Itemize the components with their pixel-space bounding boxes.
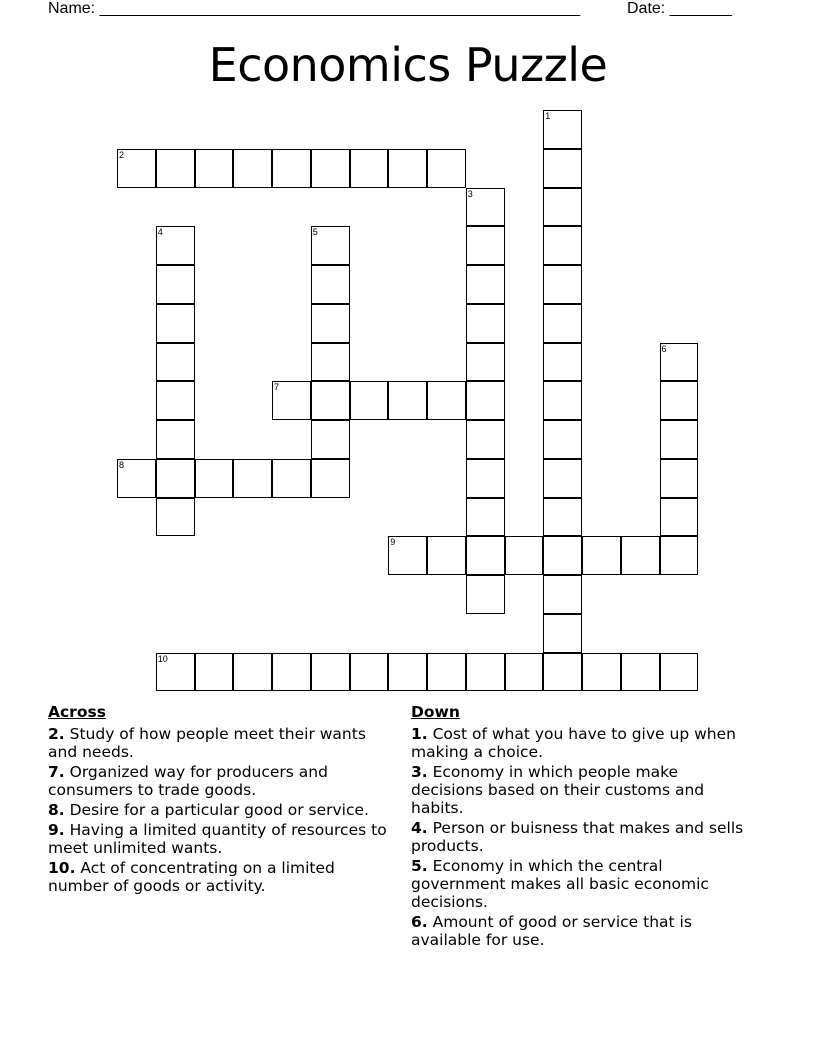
crossword-cell[interactable] (582, 536, 621, 575)
clue-number: 5 (312, 227, 318, 238)
clue-number: 5. (411, 857, 428, 875)
crossword-cell[interactable] (388, 381, 427, 420)
crossword-cell[interactable] (466, 575, 505, 614)
crossword-cell[interactable] (466, 420, 505, 459)
clue-text: Act of concentrating on a limited number of goods or activity. (48, 859, 335, 895)
crossword-cell[interactable] (543, 575, 582, 614)
clue-number: 1. (411, 725, 428, 743)
down-clue (411, 857, 751, 911)
clue-number: 7 (274, 382, 280, 393)
crossword-cell[interactable] (388, 653, 427, 692)
clue-text: Person or buisness that makes and sells products. (411, 819, 744, 855)
crossword-cell[interactable] (621, 536, 660, 575)
crossword-cell[interactable] (272, 653, 311, 692)
crossword-cell[interactable] (195, 653, 234, 692)
crossword-cell[interactable] (466, 265, 505, 304)
clue-text: Desire for a particular good or service. (64, 801, 369, 819)
crossword-cell[interactable] (543, 459, 582, 498)
crossword-cell[interactable] (233, 149, 272, 188)
crossword-cell[interactable] (582, 653, 621, 692)
crossword-cell[interactable] (311, 149, 350, 188)
crossword-cell[interactable] (156, 226, 195, 265)
crossword-cell[interactable] (233, 653, 272, 692)
clue-number: 10 (157, 653, 168, 664)
crossword-cell[interactable] (505, 653, 544, 692)
across-clue (48, 725, 388, 761)
crossword-cell[interactable] (543, 498, 582, 537)
crossword-cell[interactable] (660, 536, 699, 575)
clue-number: 10. (48, 859, 76, 877)
crossword-cell[interactable] (272, 459, 311, 498)
crossword-cell[interactable] (156, 498, 195, 537)
crossword-cell[interactable] (543, 304, 582, 343)
crossword-cell[interactable] (660, 343, 699, 382)
crossword-cell[interactable] (156, 459, 195, 498)
crossword-cell[interactable] (427, 149, 466, 188)
page-title: Economics Puzzle (208, 38, 608, 92)
crossword-cell[interactable] (660, 653, 699, 692)
crossword-cell[interactable] (543, 381, 582, 420)
clue-number: 6. (411, 913, 428, 931)
crossword-cell[interactable] (660, 420, 699, 459)
crossword-cell[interactable] (117, 459, 156, 498)
crossword-cell[interactable] (311, 420, 350, 459)
clue-number: 7. (48, 763, 65, 781)
across-clue (48, 821, 388, 857)
clue-number: 8. (48, 801, 65, 819)
crossword-cell[interactable] (543, 149, 582, 188)
crossword-cell[interactable] (311, 653, 350, 692)
down-clue (411, 763, 751, 817)
crossword-cell[interactable] (466, 536, 505, 575)
crossword-cell[interactable] (427, 381, 466, 420)
clue-number: 9 (390, 537, 396, 548)
crossword-cell[interactable] (388, 149, 427, 188)
clue-number: 2. (48, 725, 65, 743)
crossword-cell[interactable] (543, 536, 582, 575)
clue-number: 8 (119, 459, 125, 470)
crossword-cell[interactable] (466, 304, 505, 343)
across-clue (48, 859, 388, 895)
name-field-label: Name: ______________________________________________________ (48, 0, 581, 17)
crossword-cell[interactable] (311, 304, 350, 343)
crossword-cell[interactable] (466, 343, 505, 382)
crossword-cell[interactable] (466, 226, 505, 265)
clue-number: 6 (661, 343, 667, 354)
clue-text: Study of how people meet their wants and needs. (48, 725, 366, 761)
down-heading: Down (411, 703, 460, 721)
crossword-cell[interactable] (543, 110, 582, 149)
crossword-cell[interactable] (660, 459, 699, 498)
crossword-cell[interactable] (466, 381, 505, 420)
crossword-cell[interactable] (543, 420, 582, 459)
clue-number: 1 (545, 111, 551, 121)
clue-number: 3 (467, 188, 473, 199)
clue-number: 3. (411, 763, 428, 781)
crossword-cell[interactable] (350, 653, 389, 692)
crossword-cell[interactable] (660, 381, 699, 420)
across-clues (48, 703, 388, 897)
crossword-cell[interactable] (427, 536, 466, 575)
crossword-cell[interactable] (543, 188, 582, 227)
crossword-cell[interactable] (543, 226, 582, 265)
crossword-cell[interactable] (156, 653, 195, 692)
crossword-cell[interactable] (233, 459, 272, 498)
down-clue (411, 913, 751, 949)
across-clue (48, 801, 388, 819)
crossword-cell[interactable] (156, 149, 195, 188)
crossword-cell[interactable] (156, 420, 195, 459)
date-field-label: Date: _______ (627, 0, 732, 17)
crossword-cell[interactable] (660, 498, 699, 537)
crossword-cell[interactable] (195, 459, 234, 498)
down-clue (411, 819, 751, 855)
crossword-cell[interactable] (311, 226, 350, 265)
clue-text: Economy in which the central government makes all basic economic decisions. (411, 857, 709, 911)
crossword-cell[interactable] (117, 149, 156, 188)
crossword-cell[interactable] (621, 653, 660, 692)
clue-number: 9. (48, 821, 65, 839)
crossword-cell[interactable] (311, 381, 350, 420)
across-clue (48, 763, 388, 799)
crossword-cell[interactable] (543, 265, 582, 304)
clue-text: Having a limited quantity of resources to meet unlimited wants. (48, 821, 387, 857)
crossword-cell[interactable] (311, 343, 350, 382)
crossword-cell[interactable] (272, 149, 311, 188)
crossword-cell[interactable] (350, 149, 389, 188)
crossword-cell[interactable] (543, 614, 582, 653)
crossword-cell[interactable] (156, 265, 195, 304)
down-clues (411, 703, 751, 951)
across-heading: Across (48, 703, 106, 721)
crossword-cell[interactable] (311, 265, 350, 304)
crossword-cell[interactable] (427, 653, 466, 692)
down-clue (411, 725, 751, 761)
crossword-cell[interactable] (311, 459, 350, 498)
crossword-cell[interactable] (272, 381, 311, 420)
crossword-cell[interactable] (505, 536, 544, 575)
crossword-cell[interactable] (466, 188, 505, 227)
crossword-cell[interactable] (156, 381, 195, 420)
clue-text: Organized way for producers and consumers to trade goods. (48, 763, 328, 799)
crossword-cell[interactable] (195, 149, 234, 188)
crossword-cell[interactable] (543, 343, 582, 382)
crossword-cell[interactable] (156, 343, 195, 382)
clue-number: 2 (119, 149, 125, 160)
crossword-cell[interactable] (466, 459, 505, 498)
clue-number: 4. (411, 819, 428, 837)
crossword-cell[interactable] (543, 653, 582, 692)
crossword-cell[interactable] (388, 536, 427, 575)
clue-text: Cost of what you have to give up when making a choice. (411, 725, 736, 761)
crossword-cell[interactable] (156, 304, 195, 343)
crossword-cell[interactable] (466, 498, 505, 537)
crossword-cell[interactable] (466, 653, 505, 692)
clue-text: Amount of good or service that is available for use. (411, 913, 692, 949)
clue-text: Economy in which people make decisions based on their customs and habits. (411, 763, 705, 817)
clue-number: 4 (157, 227, 163, 238)
crossword-cell[interactable] (350, 381, 389, 420)
